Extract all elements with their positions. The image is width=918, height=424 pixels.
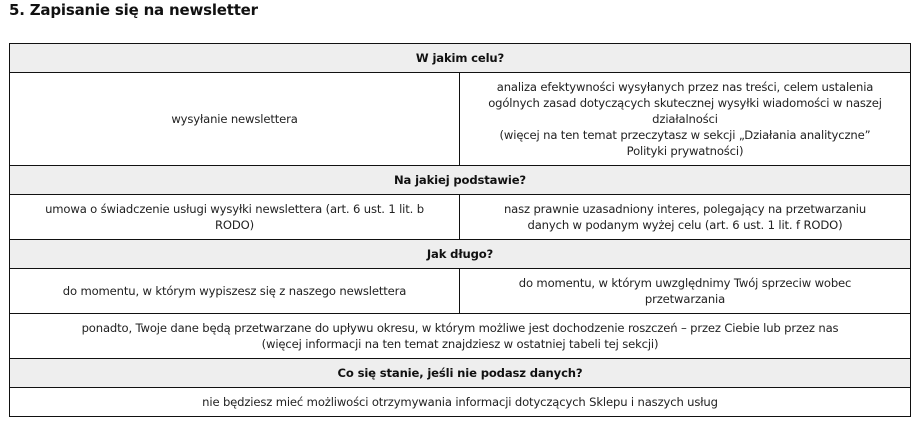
legal-basis-left-line: umowa o świadczenie usługi wysyłki newslettera (art. 6 ust. 1 lit. b [45, 202, 424, 216]
purpose-right-line: działalności [652, 112, 718, 126]
legal-basis-row [10, 195, 911, 240]
purpose-right-line: (więcej na ten temat przeczytasz w sekcji „Działania analityczne” [499, 128, 871, 142]
legal-basis-right-line: nasz prawnie uzasadniony interes, polegający na przetwarzaniu [503, 202, 867, 216]
legal-basis-header-row [10, 166, 911, 195]
purpose-right-line: analiza efektywności wysyłanych przez nas treści, celem ustalenia [496, 80, 874, 94]
duration-extra-line: (więcej informacji na ten temat znajdziesz w ostatniej tabeli tej sekcji) [261, 337, 659, 351]
consequence-row [10, 388, 911, 417]
legal-basis-left-line: RODO) [214, 218, 254, 232]
purpose-row [10, 73, 911, 166]
newsletter-data-table [9, 43, 911, 417]
duration-extra-cell [10, 314, 911, 359]
duration-header-row [10, 240, 911, 269]
duration-extra-row [10, 314, 911, 359]
purpose-right-cell [460, 73, 911, 166]
duration-right-line: przetwarzania [644, 292, 726, 306]
legal-basis-left-cell [10, 195, 460, 240]
duration-extra-line: ponadto, Twoje dane będą przetwarzane do upływu okresu, w którym możliwe jest dochodzenie roszczeń – przez Ciebie lub przez nas [81, 321, 839, 335]
purpose-header: W jakim celu? [10, 44, 911, 73]
duration-left-cell: do momentu, w którym wypiszesz się z naszego newslettera [10, 269, 460, 314]
duration-header: Jak długo? [10, 240, 911, 269]
purpose-left-cell: wysyłanie newslettera [10, 73, 460, 166]
duration-right-line: do momentu, w którym uwzględnimy Twój sprzeciw wobec [518, 276, 852, 290]
section-title: 5. Zapisanie się na newsletter [9, 1, 258, 19]
purpose-right-line: ogólnych zasad dotyczących skutecznej wysyłki wiadomości w naszej [488, 96, 882, 110]
consequence-header: Co się stanie, jeśli nie podasz danych? [10, 359, 911, 388]
purpose-right-line: Polityki prywatności) [626, 144, 744, 158]
purpose-header-row [10, 44, 911, 73]
consequence-cell: nie będziesz mieć możliwości otrzymywania informacji dotyczących Sklepu i naszych usług [10, 388, 911, 417]
duration-row [10, 269, 911, 314]
consequence-header-row [10, 359, 911, 388]
legal-basis-right-cell [460, 195, 911, 240]
legal-basis-right-line: danych w podanym wyżej celu (art. 6 ust. 1 lit. f RODO) [527, 218, 843, 232]
duration-right-cell [460, 269, 911, 314]
legal-basis-header: Na jakiej podstawie? [10, 166, 911, 195]
